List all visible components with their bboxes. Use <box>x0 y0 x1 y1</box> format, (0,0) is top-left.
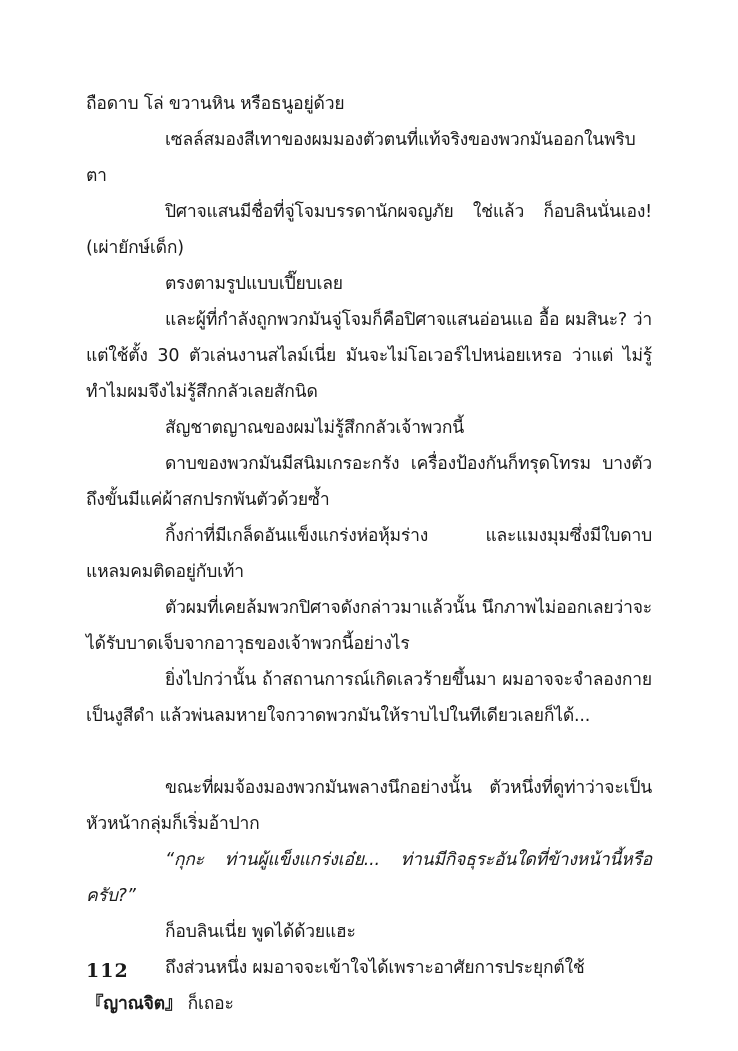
paragraph: ถึงส่วนหนึ่ง ผมอาจจะเข้าใจได้เพราะอาศัยการประยุกต์ใช้ <box>165 958 585 978</box>
paragraph: ถือดาบ โล่ ขวานหิน หรือธนูอยู่ด้วย <box>86 94 345 114</box>
blank-line <box>86 734 652 770</box>
body-text <box>86 86 652 1022</box>
paragraph-end-text: ก็เถอะ <box>182 994 234 1014</box>
paragraph: เซลล์สมองสีเทาของผมมองตัวตนที่แท้จริงของพวกมันออกในพริบตา <box>86 130 636 186</box>
page-number: 112 <box>86 960 129 982</box>
paragraph: ก็อบลินเนี่ย พูดได้ด้วยแฮะ <box>165 922 356 942</box>
paragraph: กิ้งก่าที่มีเกล็ดอันแข็งแกร่งห่อหุ้มร่าง และแมงมุมซึ่งมีใบดาบแหลมคมติดอยู่กับเท้า <box>86 526 652 582</box>
paragraph: ตัวผมที่เคยล้มพวกปิศาจดังกล่าวมาแล้วนั้น นึกภาพไม่ออกเลยว่าจะได้รับบาดเจ็บจากอาวุธของเจ้าพวกนี้อย่างไร <box>86 598 652 654</box>
paragraph: ดาบของพวกมันมีสนิมเกรอะกรัง เครื่องป้องกันก็ทรุดโทรม บางตัวถึงขั้นมีแค่ผ้าสกปรกพันตัวด้วยซ้ำ <box>86 454 652 510</box>
paragraph: และผู้ที่กำลังถูกพวกมันจู่โจมก็คือปิศาจแสนอ่อนแอ อื้อ ผมสินะ? ว่าแต่ใช้ตั้ง 30 ตัวเล่นงานสไลม์เนี่ย มันจะไม่โอเวอร์ไปหน่อยเหรอ ว่าแต่ ไม่รู้ทำไมผมจึงไม่รู้สึกกลัวเลยสักนิด <box>86 310 652 402</box>
paragraph: ขณะที่ผมจ้องมองพวกมันพลางนึกอย่างนั้น ตัวหนึ่งที่ดูท่าว่าจะเป็นหัวหน้ากลุ่มก็เริ่มอ้าปาก <box>86 778 652 834</box>
skill-term: 『ญาณจิต』 <box>86 994 183 1014</box>
paragraph: ปิศาจแสนมีชื่อที่จู่โจมบรรดานักผจญภัย ใช่แล้ว ก็อบลินนั่นเอง! (เผ่ายักษ์เด็ก) <box>86 202 652 258</box>
paragraph: สัญชาตญาณของผมไม่รู้สึกกลัวเจ้าพวกนี้ <box>165 418 464 438</box>
paragraph-end <box>86 986 652 1022</box>
paragraph: ตรงตามรูปแบบเปี๊ยบเลย <box>165 274 343 294</box>
paragraph: ยิ่งไปกว่านั้น ถ้าสถานการณ์เกิดเลวร้ายขึ้นมา ผมอาจจะจำลองกายเป็นงูสีดำ แล้วพ่นลมหายใจกวาดพวกมันให้ราบไปในทีเดียวเลยก็ได้... <box>86 670 652 726</box>
dialogue-quote: “กุกะ ท่านผู้แข็งแกร่งเอ๋ย... ท่านมีกิจธุระอันใดที่ข้างหน้านี้หรือครับ?” <box>86 850 652 906</box>
